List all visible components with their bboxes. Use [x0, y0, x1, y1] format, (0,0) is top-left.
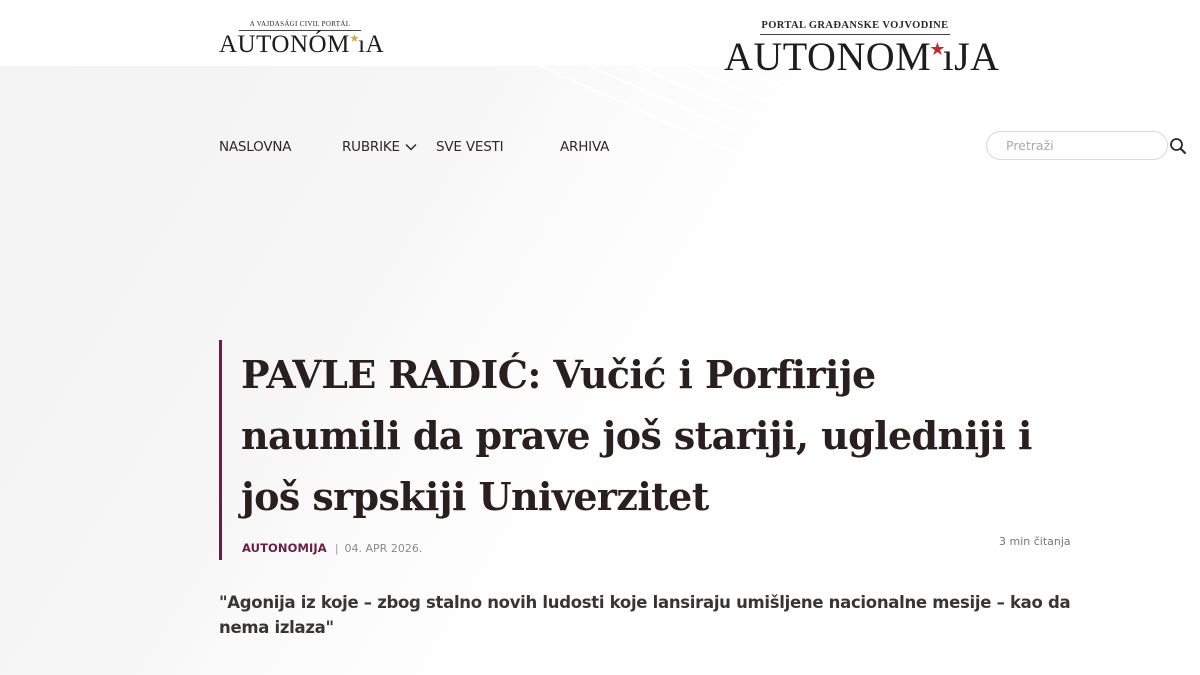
article-date: 04. APR 2026. [344, 541, 423, 555]
article-lead: "Agonija iz koje – zbog stalno novih ludosti koje lansiraju umišljene nacionalne mesije – kao da nema izlaza" [219, 593, 1071, 637]
nav-label: NASLOVNA [219, 139, 292, 155]
logo-big-tagline: PORTAL GRAĐANSKE VOJVODINE [760, 20, 950, 35]
read-time: 3 min čitanja [999, 535, 1071, 548]
nav-label: SVE VESTI [436, 139, 504, 155]
star-icon: ★ [929, 38, 947, 59]
chevron-down-icon [405, 143, 417, 151]
nav-label: ARHIVA [560, 139, 610, 155]
star-icon: ★ [349, 33, 360, 46]
nav-item-naslovna[interactable] [219, 139, 342, 155]
nav-item-rubrike[interactable] [342, 139, 436, 155]
article-title: PAVLE RADIĆ: Vučić i Porfirije naumili da prave još stariji, ugledniji i još srpskiji Univerzitet [241, 352, 1032, 519]
main-nav [219, 137, 609, 157]
header-band [0, 0, 1200, 66]
nav-item-arhiva[interactable] [560, 139, 609, 155]
logo-autonomija[interactable] [722, 20, 1000, 86]
article-meta [242, 541, 422, 555]
search-input[interactable] [987, 132, 1167, 159]
nav-item-sve-vesti[interactable] [436, 139, 560, 155]
nav-label: RUBRIKE [342, 139, 400, 155]
article-header [219, 340, 1079, 560]
logo-small-tagline: A VAJDASÁGI CIVIL PORTÁL [239, 20, 361, 31]
logo-autonomia-hu[interactable] [219, 20, 385, 66]
logo-small-wordmark: AUTONÓM★ıA [219, 31, 385, 58]
logo-big-wordmark: AUTONOM★ıJA [724, 34, 1000, 79]
meta-separator: | [334, 541, 339, 555]
search-button[interactable] [1168, 137, 1188, 157]
search-box [986, 131, 1168, 160]
article-author-link[interactable]: AUTONOMIJA [242, 541, 327, 555]
search-icon [1169, 137, 1187, 155]
